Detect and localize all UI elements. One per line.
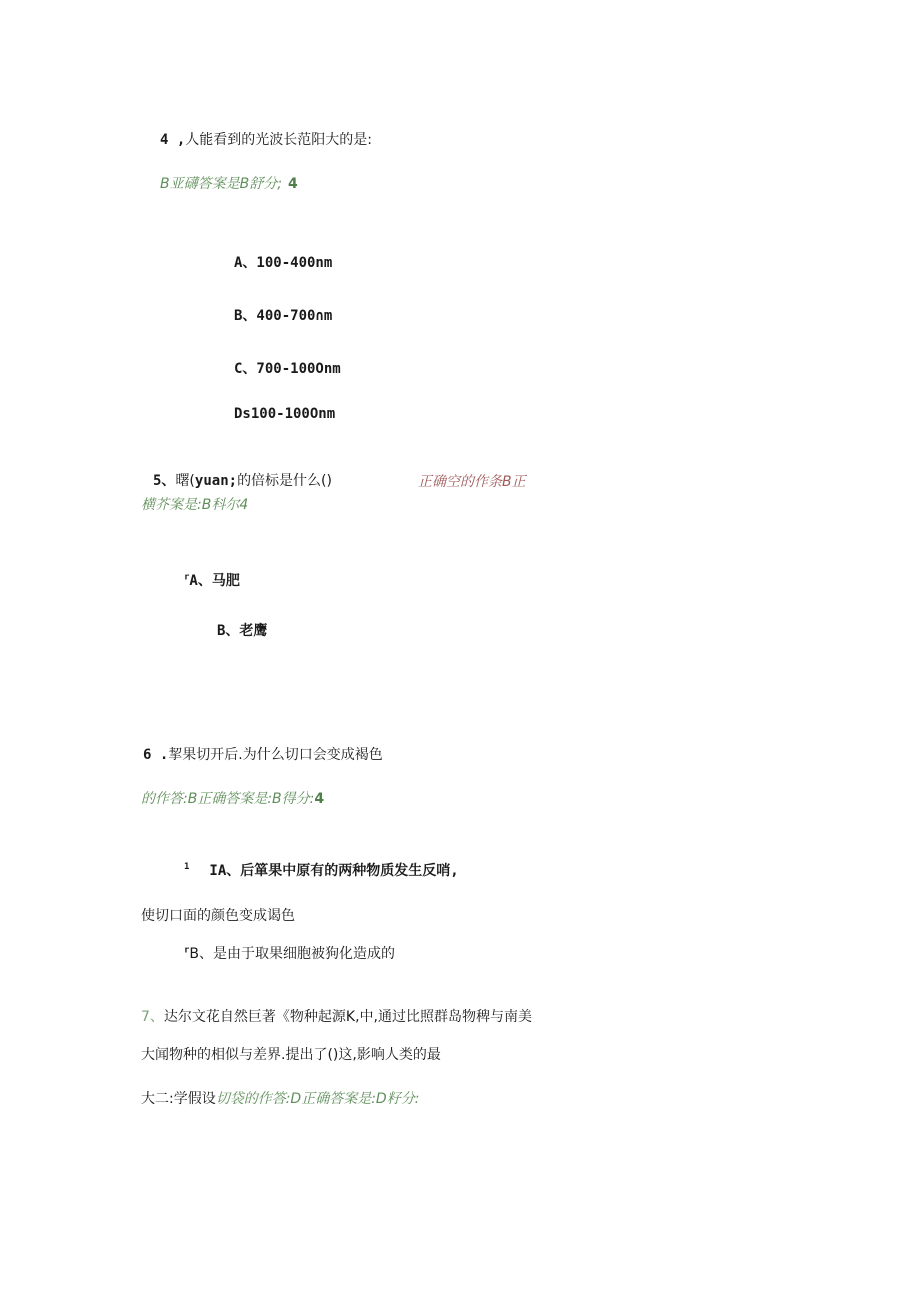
score-value: 4 bbox=[314, 791, 325, 807]
question-text: 挈果切开后.为什么切口会变成褐色 bbox=[168, 747, 383, 763]
question-5-stem bbox=[153, 470, 332, 490]
question-number: 5、 bbox=[153, 473, 176, 489]
question-7-line3 bbox=[141, 1088, 419, 1108]
question-number: 7、 bbox=[141, 1009, 164, 1025]
answer-text: 切袋的作答:D正确答案是:D籽分: bbox=[215, 1091, 420, 1107]
option-b[interactable] bbox=[184, 943, 395, 963]
question-text: 人能看到的光波长范阳大的是: bbox=[185, 132, 373, 148]
option-a[interactable] bbox=[184, 570, 240, 590]
option-c[interactable]: C、700-100Onm bbox=[234, 361, 341, 377]
question-text-pre: 曙( bbox=[175, 473, 195, 489]
question-4-answer bbox=[160, 173, 298, 193]
radio-marker: r bbox=[184, 945, 190, 956]
question-6-answer bbox=[141, 788, 324, 808]
answer-text: 正确空的作条B正 bbox=[418, 474, 526, 490]
option-label: B、是由于取果细胞被狗化造成的 bbox=[189, 946, 396, 962]
option-a[interactable] bbox=[184, 860, 459, 880]
question-7-line1 bbox=[141, 1006, 532, 1026]
question-6-stem bbox=[143, 744, 383, 764]
option-d[interactable]: Ds100-100Onm bbox=[234, 406, 336, 422]
question-text: 大二:学假设 bbox=[141, 1091, 216, 1107]
option-a[interactable]: A、100-400nm bbox=[234, 255, 333, 271]
question-text: 达尔文花自然巨著《物种起源K,中,通过比照群岛物稗与南美 bbox=[163, 1009, 533, 1025]
question-7-line2: 大闻物种的相似与差界.提出了()这,影响人类的最 bbox=[141, 1047, 441, 1063]
answer-text: 的作答:B正确答案是:B得分: bbox=[141, 791, 315, 807]
option-label: A、马肥 bbox=[189, 573, 240, 589]
radio-marker: r bbox=[184, 572, 190, 583]
score-value: 4 bbox=[287, 176, 298, 192]
question-number: 4 , bbox=[160, 132, 186, 148]
question-text-post: 的倍标是什么() bbox=[237, 473, 332, 489]
option-a-continued: 使切口面的颜色变成谒色 bbox=[141, 908, 295, 924]
answer-text: B亚礴答案是B舒分; bbox=[160, 176, 282, 192]
question-5-answer-line2: 横芥案是:B科尔4 bbox=[141, 497, 249, 513]
question-text-mono: yuan; bbox=[194, 473, 238, 489]
radio-marker: 1 bbox=[184, 862, 190, 873]
option-label: B、老鹰 bbox=[217, 623, 268, 639]
question-number: 6 . bbox=[143, 747, 169, 763]
option-b[interactable]: B、400-700∩m bbox=[234, 308, 333, 324]
option-label: IA、后箪果中原有的两种物质发生反哨, bbox=[209, 863, 459, 879]
question-5-answer-right bbox=[418, 471, 526, 491]
option-b[interactable] bbox=[217, 620, 267, 640]
question-4-stem bbox=[160, 129, 372, 149]
